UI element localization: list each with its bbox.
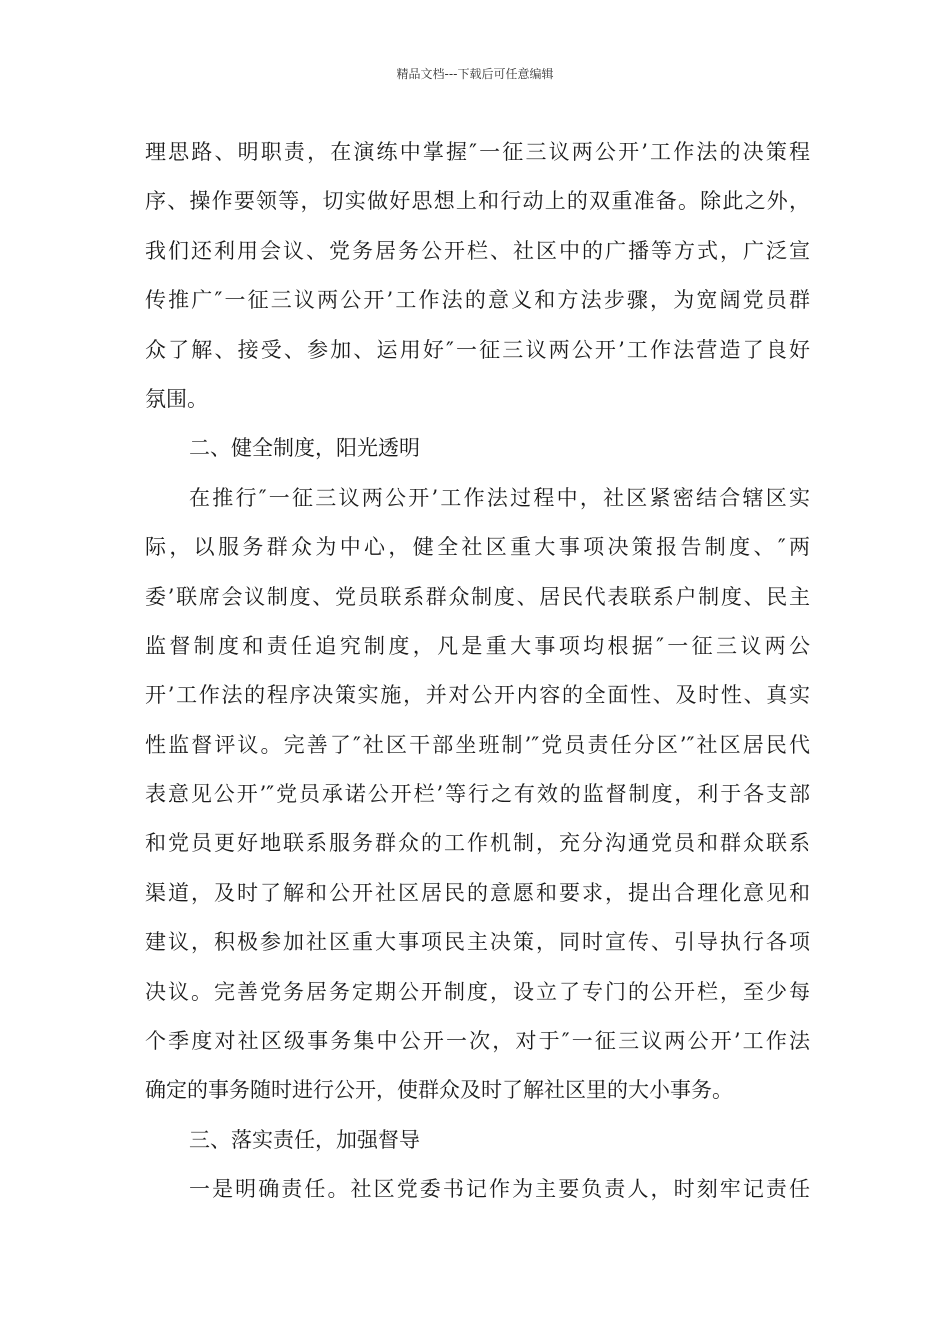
text-line: 和党员更好地联系服务群众的工作机制，充分沟通党员和群众联系 — [145, 831, 810, 856]
text-line: 三、落实责任，加强督导 — [189, 1127, 420, 1152]
text-line: 我们还利用会议、党务居务公开栏、社区中的广播等方式，广泛宣 — [145, 238, 810, 263]
text-line: 序、操作要领等，切实做好思想上和行动上的双重准备。除此之外， — [145, 189, 810, 214]
text-line: 性监督评议。完善了″社区干部坐班制’″党员责任分区’″社区居民代 — [145, 732, 810, 757]
text-line: 委’联席会议制度、党员联系群众制度、居民代表联系户制度、民主 — [145, 584, 810, 609]
text-line: 决议。完善党务居务定期公开制度，设立了专门的公开栏，至少每 — [145, 979, 810, 1004]
text-line: 建议，积极参加社区重大事项民主决策，同时宣传、引导执行各项 — [145, 930, 810, 955]
text-line: 氛围。 — [145, 386, 208, 411]
text-line: 个季度对社区级事务集中公开一次，对于″一征三议两公开’工作法 — [145, 1029, 810, 1054]
text-line: 确定的事务随时进行公开，使群众及时了解社区里的大小事务。 — [145, 1078, 733, 1103]
text-line: 众了解、接受、参加、运用好″一征三议两公开’工作法营造了良好 — [145, 337, 810, 362]
text-line: 际，以服务群众为中心，健全社区重大事项决策报告制度、″两 — [145, 535, 810, 560]
text-line: 开’工作法的程序决策实施，并对公开内容的全面性、及时性、真实 — [145, 683, 810, 708]
text-line: 渠道，及时了解和公开社区居民的意愿和要求，提出合理化意见和 — [145, 880, 810, 905]
text-line: 表意见公开’″党员承诺公开栏’等行之有效的监督制度，利于各支部 — [145, 782, 810, 807]
page-header: 精品文档---下载后可任意编辑 — [396, 67, 554, 81]
text-line: 一是明确责任。社区党委书记作为主要负责人，时刻牢记责任 — [189, 1177, 810, 1202]
text-line: 理思路、明职责，在演练中掌握″一征三议两公开’工作法的决策程 — [145, 140, 810, 164]
text-line: 监督制度和责任追究制度，凡是重大事项均根据″一征三议两公 — [145, 633, 810, 658]
text-line: 二、健全制度，阳光透明 — [189, 436, 420, 461]
text-line: 传推广″一征三议两公开’工作法的意义和方法步骤，为宽阔党员群 — [145, 288, 810, 313]
document-body — [145, 128, 810, 1215]
text-line: 在推行″一征三议两公开’工作法过程中，社区紧密结合辖区实 — [189, 485, 810, 510]
